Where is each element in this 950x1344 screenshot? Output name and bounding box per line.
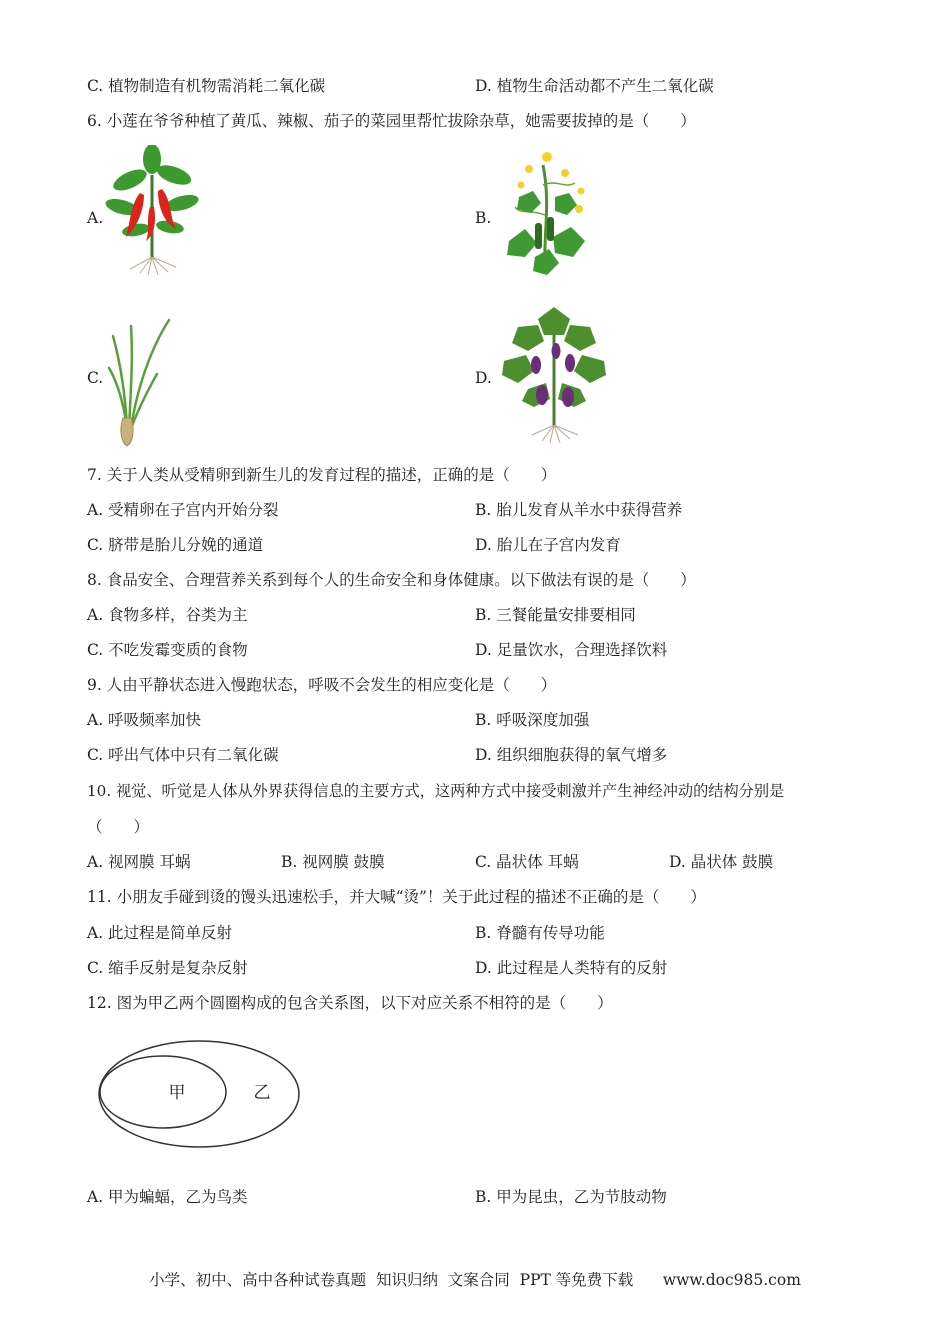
q10-option-d: D. 晶状体 鼓膜	[669, 853, 774, 871]
q7-option-c: C. 脐带是胎儿分娩的通道	[87, 536, 264, 554]
q12-option-b: B. 甲为昆虫，乙为节肢动物	[475, 1188, 667, 1206]
q8-option-c: C. 不吃发霉变质的食物	[87, 641, 248, 659]
q8-stem: 8. 食品安全、合理营养关系到每个人的生命安全和身体健康。以下做法有误的是（ ）	[87, 571, 696, 589]
q12-stem: 12. 图为甲乙两个圆圈构成的包含关系图，以下对应关系不相符的是（ ）	[87, 994, 613, 1012]
inner-circle-jia	[100, 1056, 226, 1128]
q10-stem-blank: （ ）	[87, 818, 150, 836]
q5-option-d: D. 植物生命活动都不产生二氧化碳	[475, 77, 714, 95]
q7-option-d: D. 胎儿在子宫内发育	[475, 536, 621, 554]
q11-option-c: C. 缩手反射是复杂反射	[87, 959, 248, 977]
q10-stem: 10. 视觉、听觉是人体从外界获得信息的主要方式，这两种方式中接受刺激并产生神经冲动的结构分别是	[87, 782, 785, 800]
q6-option-a: A.	[87, 209, 104, 227]
q5-option-c: C. 植物制造有机物需消耗二氧化碳	[87, 77, 326, 95]
q6-option-c: C.	[87, 369, 104, 387]
q6-stem: 6. 小莲在爷爷种植了黄瓜、辣椒、茄子的菜园里帮忙拔除杂草，她需要拔掉的是（ ）	[87, 112, 696, 130]
q8-option-a: A. 食物多样，谷类为主	[87, 606, 248, 624]
q8-option-d: D. 足量饮水，合理选择饮料	[475, 641, 668, 659]
q9-stem: 9. 人由平静状态进入慢跑状态，呼吸不会发生的相应变化是（ ）	[87, 676, 557, 694]
q10-option-b: B. 视网膜 鼓膜	[281, 853, 385, 871]
pepper-plant-image	[100, 145, 205, 277]
q6-option-d: D.	[475, 369, 492, 387]
q10-option-a: A. 视网膜 耳蜗	[87, 853, 191, 871]
q9-option-d: D. 组织细胞获得的氧气增多	[475, 746, 668, 764]
inclusion-circles-diagram	[95, 1036, 307, 1150]
q12-option-a: A. 甲为蝙蝠，乙为鸟类	[87, 1188, 248, 1206]
q8-option-b: B. 三餐能量安排要相同	[475, 606, 636, 624]
q7-stem: 7. 关于人类从受精卵到新生儿的发育过程的描述，正确的是（ ）	[87, 466, 557, 484]
q7-option-b: B. 胎儿发育从羊水中获得营养	[475, 501, 683, 519]
q11-stem: 11. 小朋友手碰到烫的馒头迅速松手，并大喊“烫”！关于此过程的描述不正确的是（ ）	[87, 888, 706, 906]
q10-option-c: C. 晶状体 耳蜗	[475, 853, 579, 871]
q9-option-a: A. 呼吸频率加快	[87, 711, 202, 729]
cucumber-plant-image	[495, 145, 595, 277]
q11-option-b: B. 脊髓有传导功能	[475, 924, 605, 942]
weed-grass-image	[105, 318, 175, 448]
page-footer: 小学、初中、高中各种试卷真题 知识归纳 文案合同 PPT 等免费下载 www.doc985.com	[149, 1271, 801, 1289]
inner-circle-label: 甲	[168, 1083, 186, 1103]
eggplant-plant-image	[498, 305, 610, 443]
q11-option-a: A. 此过程是简单反射	[87, 924, 233, 942]
q9-option-c: C. 呼出气体中只有二氧化碳	[87, 746, 279, 764]
q6-option-b: B.	[475, 209, 492, 227]
q9-option-b: B. 呼吸深度加强	[475, 711, 590, 729]
q7-option-a: A. 受精卵在子宫内开始分裂	[87, 501, 279, 519]
outer-circle-label: 乙	[253, 1083, 271, 1103]
q11-option-d: D. 此过程是人类特有的反射	[475, 959, 668, 977]
